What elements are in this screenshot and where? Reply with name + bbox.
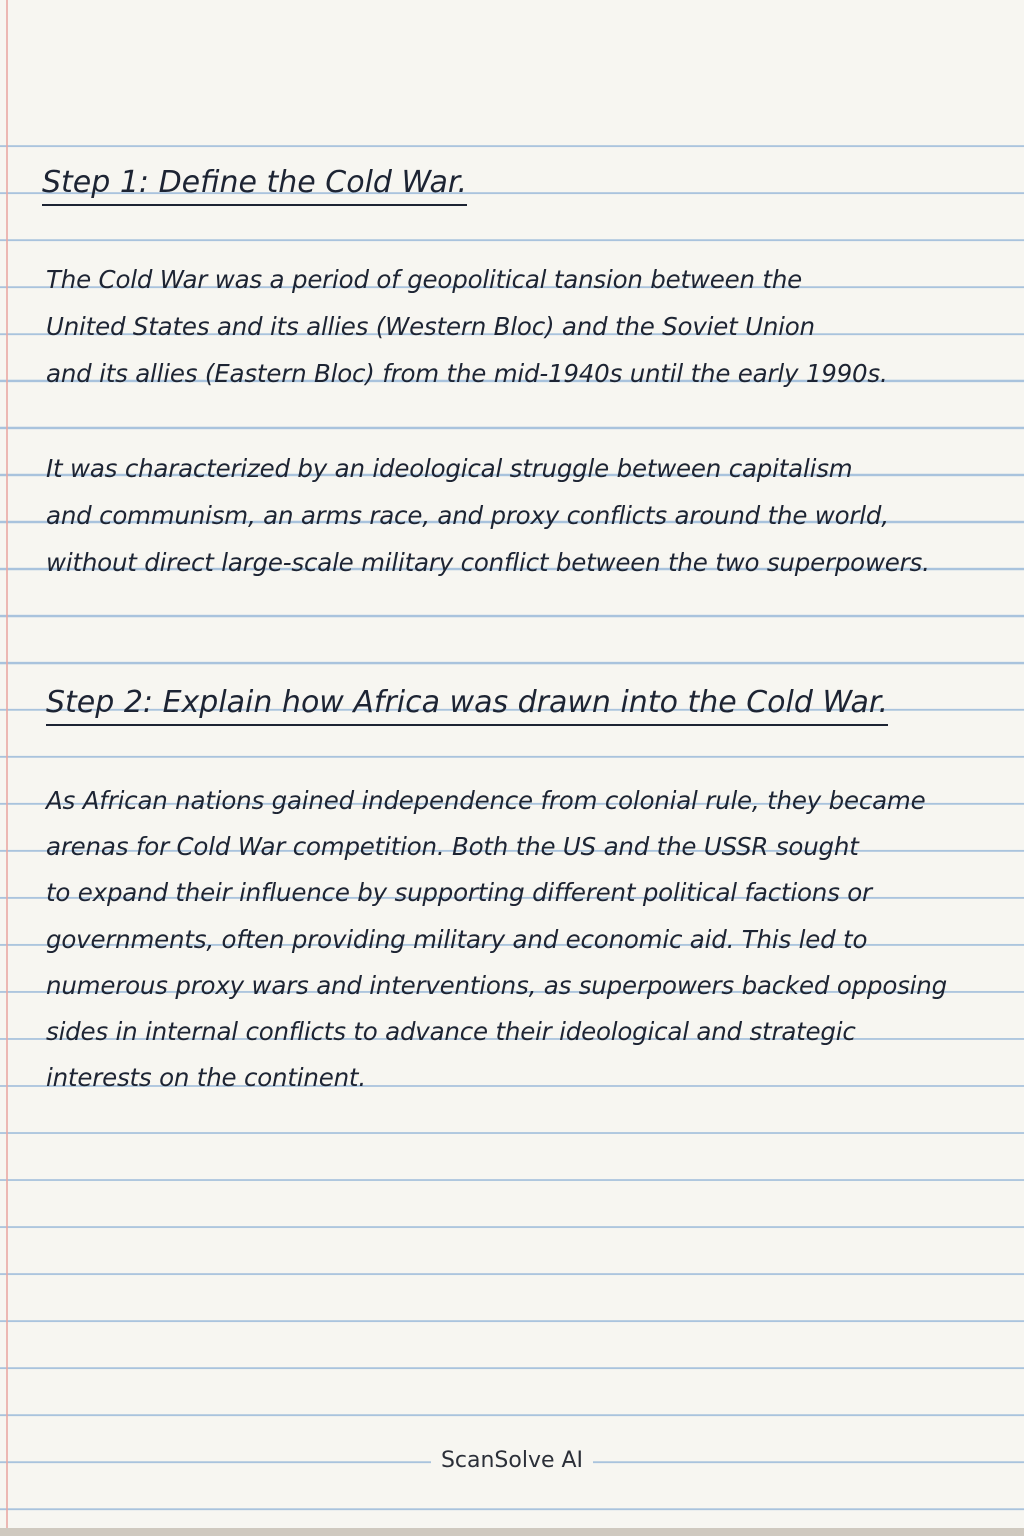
footer — [0, 1448, 1024, 1473]
page-edge — [0, 1528, 1024, 1536]
red-margin-line — [6, 0, 8, 1528]
step-1-paragraph-1 — [46, 256, 996, 397]
text-line: The Cold War was a period of geopolitical tansion between the — [46, 265, 803, 294]
text-line: As African nations gained independence from colonial rule, they became — [46, 786, 926, 815]
text-line: United States and its allies (Western Bloc) and the Soviet Union — [46, 312, 815, 341]
step-2-heading: Step 2: Explain how Africa was drawn into the Cold War. — [46, 684, 888, 726]
text-line: numerous proxy wars and interventions, as superpowers backed opposing — [46, 970, 947, 1000]
step-2-paragraph — [46, 778, 996, 1101]
text-line: governments, often providing military and economic aid. This led to — [46, 924, 868, 954]
text-line: It was characterized by an ideological struggle between capitalism — [46, 454, 853, 483]
text-line: and its allies (Eastern Bloc) from the mid-1940s until the early 1990s. — [46, 359, 888, 388]
text-line: arenas for Cold War competition. Both the US and the USSR sought — [46, 832, 859, 862]
step-1-paragraph-2 — [46, 445, 996, 586]
step-1-heading: Step 1: Define the Cold War. — [42, 164, 467, 206]
brand-label: ScanSolve AI — [431, 1448, 593, 1473]
text-line: without direct large-scale military conflict between the two superpowers. — [46, 548, 930, 577]
text-line: interests on the continent. — [46, 1063, 366, 1093]
text-line: and communism, an arms race, and proxy conflicts around the world, — [46, 501, 889, 530]
text-line: to expand their influence by supporting different political factions or — [46, 878, 872, 908]
text-line: sides in internal conflicts to advance their ideological and strategic — [46, 1017, 856, 1047]
